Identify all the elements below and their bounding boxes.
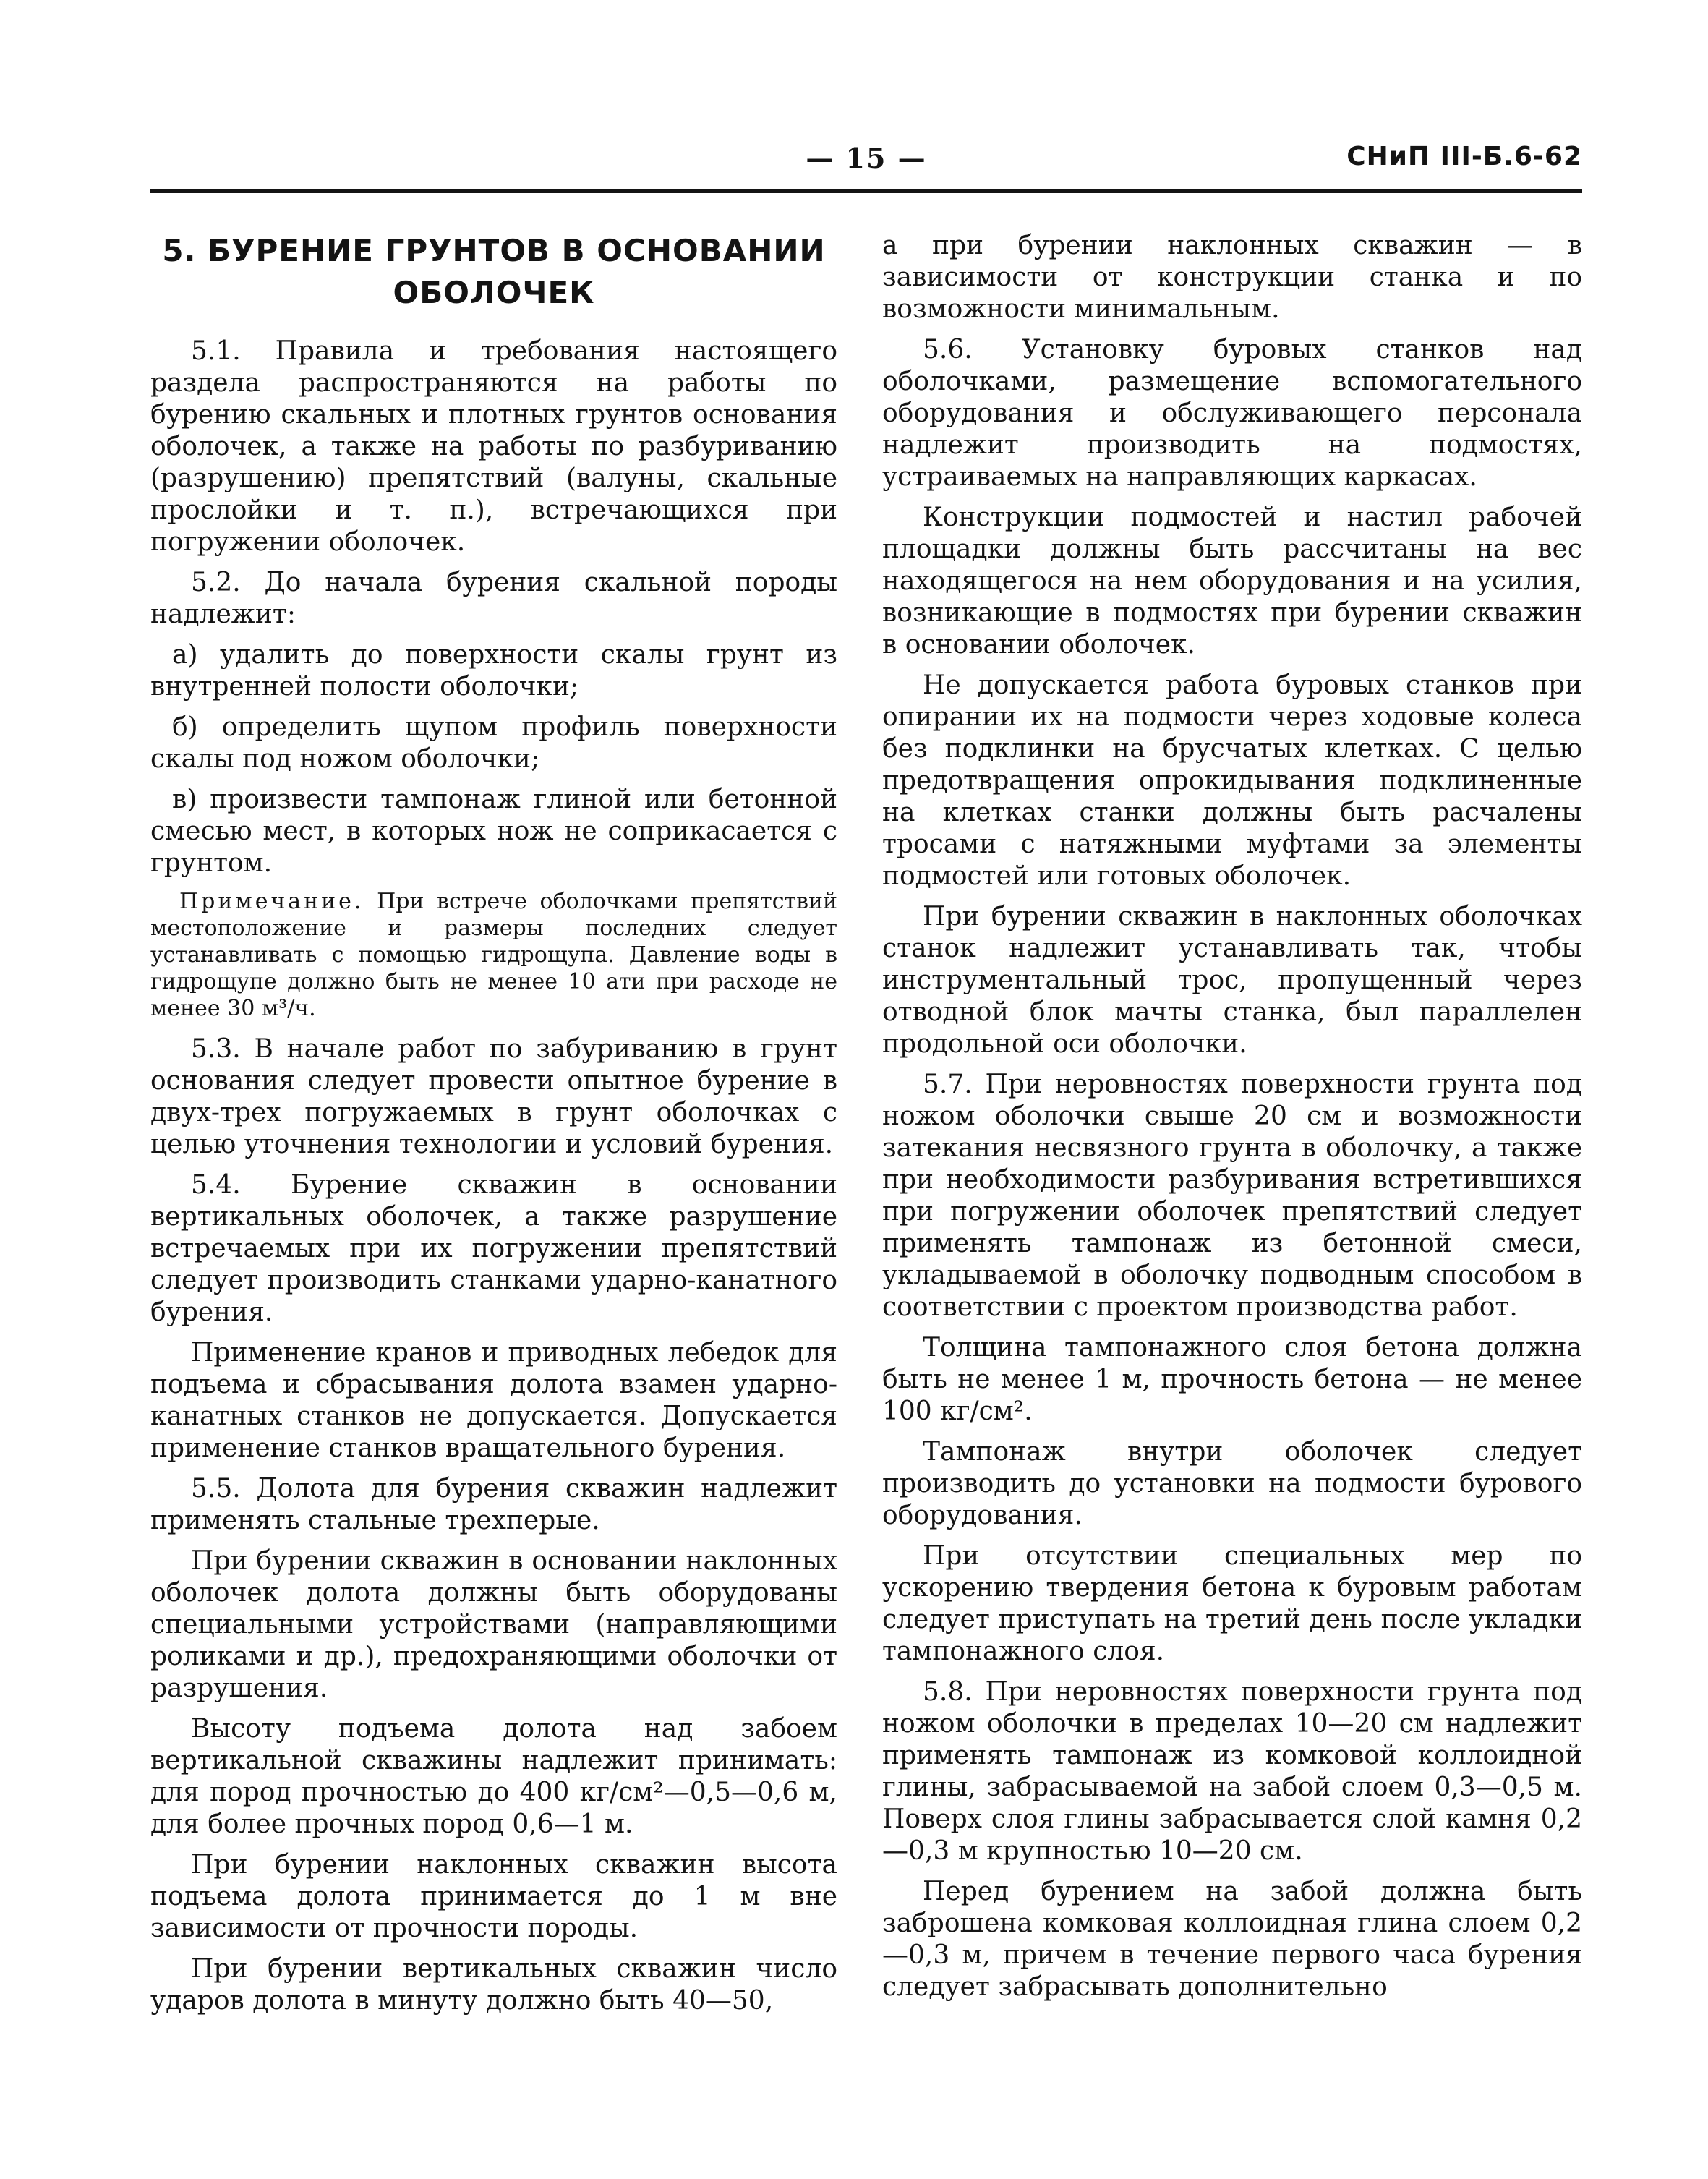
paragraph-lift-height: Высоту подъема долота над забоем вертикальной скважины надлежит принимать: для пород прочностью до 400 кг/см²—0,5—0,6 м, для более прочных пород 0,6—1 м. [150, 1714, 837, 1839]
paragraph-curing: При отсутствии специальных мер по ускорению твердения бетона к буровым работам следует приступать на третий день после укладки тампонажного слоя. [882, 1541, 1582, 1666]
list-item-b: б) определить щупом профиль поверхности скалы под ножом оболочки; [150, 712, 837, 774]
page-header [150, 142, 1582, 185]
note [150, 888, 837, 1022]
paragraph-clay: Перед бурением на забой должна быть заброшена комковая коллоидная глина слоем 0,2—0,3 м, причем в течение первого часа бурения следует забрасывать дополнительно [882, 1877, 1582, 2002]
paragraph-inclined-setup: При бурении скважин в наклонных оболочках станок надлежит устанавливать так, чтобы инструментальный трос, пропущенный через отводной блок мачты станка, был параллелен продольной оси оболочки. [882, 902, 1582, 1059]
paragraph-wheels: Не допускается работа буровых станков при опирании их на подмости через ходовые колеса без подклинки на брусчатых клетках. С целью предотвращения опрокидывания подклиненные на клетках станки должны быть расчалены тросами с натяжными муфтами за элементы подмостей или готовых оболочек. [882, 670, 1582, 891]
note-text: При встрече оболочками препятствий местоположение и размеры последних следует устанавливать с помощью гидрощупа. Давление воды в гидрощупе должно быть не менее 10 ати при расходе не менее 30 м³/ч. [150, 889, 837, 1021]
paragraph-layer-thickness: Толщина тампонажного слоя бетона должна быть не менее 1 м, прочность бетона — не менее 100 кг/см². [882, 1333, 1582, 1426]
paragraph-scaffold-design: Конструкции подмостей и настил рабочей площадки должны быть рассчитаны на вес находящегося на нем оборудования и на усилия, возникающие в подмостях при бурении скважин в основании оболочек. [882, 503, 1582, 660]
paragraph-5-7: 5.7. При неровностях поверхности грунта под ножом оболочки свыше 20 см и возможности затекания несвязного грунта в оболочку, а также при необходимости разбуривания встретившихся при погружении оболочек препятствий следует применять тампонаж из бетонной смеси, укладываемой в оболочку подводным способом в соответствии с проектом производства работ. [882, 1070, 1582, 1322]
paragraph-continued: а при бурении наклонных скважин — в зависимости от конструкции станка и по возможности минимальным. [882, 231, 1582, 324]
list-item-a: а) удалить до поверхности скалы грунт из внутренней полости оболочки; [150, 640, 837, 702]
paragraph-inclined-lift: При бурении наклонных скважин высота подъема долота принимается до 1 м вне зависимости от прочности породы. [150, 1850, 837, 1943]
paragraph-strikes: При бурении вертикальных скважин число ударов долота в минуту должно быть 40—50, [150, 1954, 837, 2016]
paragraph-5-5: 5.5. Долота для бурения скважин надлежит применять стальные трехперые. [150, 1474, 837, 1535]
header-divider [150, 189, 1582, 193]
document-code: СНиП III-Б.6-62 [1346, 142, 1582, 171]
list-item-c: в) произвести тампонаж глиной или бетонной смесью мест, в которых нож не соприкасается с грунтом. [150, 785, 837, 878]
right-column [882, 230, 1582, 2012]
paragraph-5-8: 5.8. При неровностях поверхности грунта под ножом оболочки в пределах 10—20 см надлежит применять тампонаж из комковой коллоидной глины, забрасываемой на забой слоем 0,3—0,5 м. Поверх слоя глины забрасывается слой камня 0,2—0,3 м крупностью 10—20 см. [882, 1677, 1582, 1866]
left-column [150, 230, 837, 2026]
paragraph-inclined-bits: При бурении скважин в основании наклонных оболочек долота должны быть оборудованы специальными устройствами (направляющими роликами и др.), предохраняющими оболочки от разрушения. [150, 1546, 837, 1703]
paragraph-5-4: 5.4. Бурение скважин в основании вертикальных оболочек, а также разрушение встречаемых при их погружении препятствий следует производить станками ударно-канатного бурения. [150, 1170, 837, 1327]
paragraph-5-3: 5.3. В начале работ по забуриванию в грунт основания следует провести опытное бурение в двух-трех погружаемых в грунт оболочках с целью уточнения технологии и условий бурения. [150, 1034, 837, 1159]
paragraph-5-1: 5.1. Правила и требования настоящего раздела распространяются на работы по бурению скальных и плотных грунтов основания оболочек, а также на работы по разбуриванию (разрушению) препятствий (валуны, скальные прослойки и т. п.), встречающихся при погружении оболочек. [150, 336, 837, 557]
section-title: 5. БУРЕНИЕ ГРУНТОВ В ОСНОВАНИИ ОБОЛОЧЕК [162, 233, 826, 310]
page-number: — 15 — [806, 142, 927, 174]
paragraph-cranes: Применение кранов и приводных лебедок для подъема и сбрасывания долота взамен ударно-канатных станков не допускается. Допускается применение станков вращательного бурения. [150, 1338, 837, 1463]
paragraph-tamponage-timing: Тампонаж внутри оболочек следует производить до установки на подмости бурового оборудования. [882, 1437, 1582, 1530]
note-label: Примечание. [179, 889, 364, 914]
paragraph-5-2: 5.2. До начала бурения скальной породы надлежит: [150, 568, 837, 629]
paragraph-5-6: 5.6. Установку буровых станков над оболочками, размещение вспомогательного оборудования и обслуживающего персонала надлежит производить на подмостях, устраиваемых на направляющих каркасах. [882, 335, 1582, 492]
